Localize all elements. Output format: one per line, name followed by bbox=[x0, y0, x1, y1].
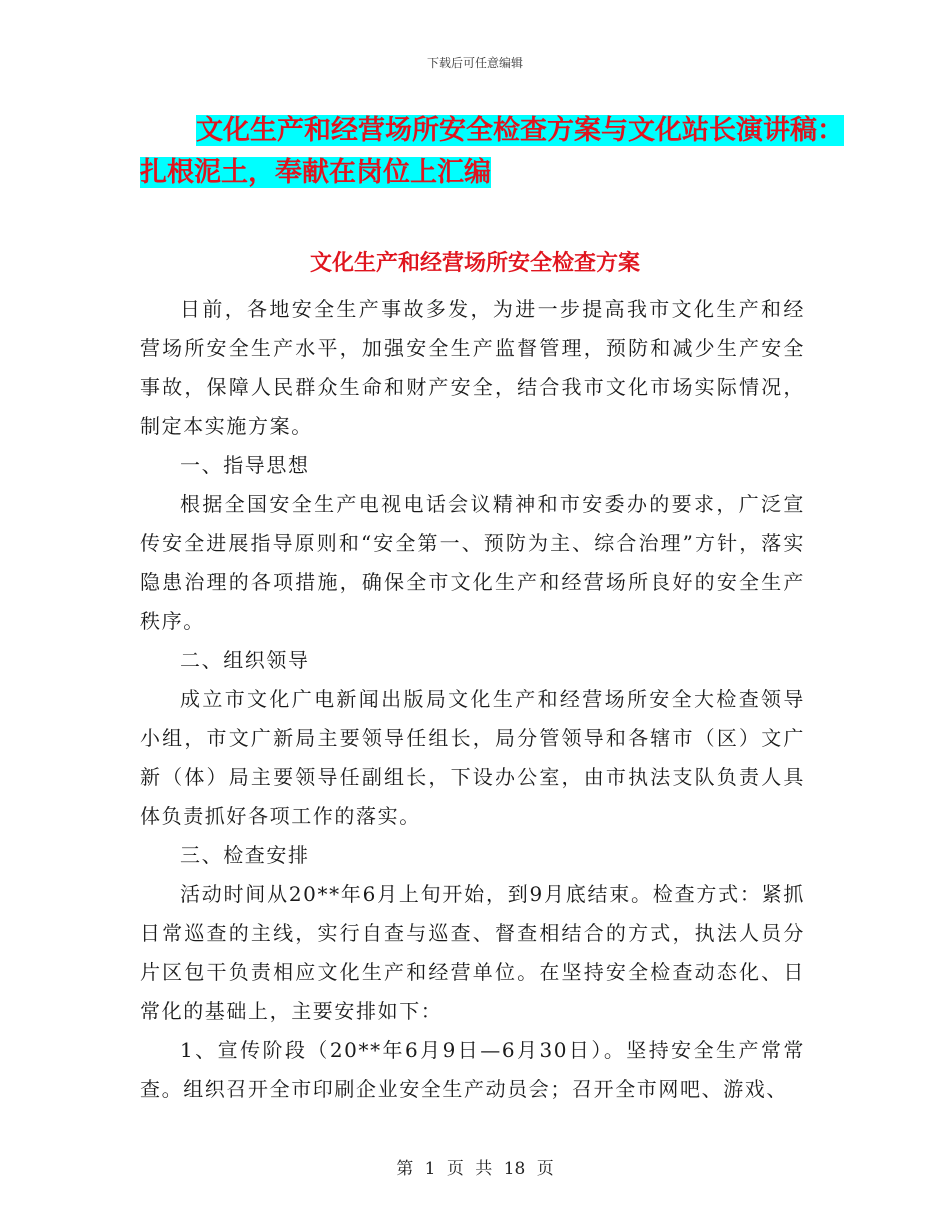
paragraph: 1、宣传阶段（20**年6月9日—6月30日）。坚持安全生产常常查。组织召开全市印刷企业安全生产动员会；召开全市网吧、游戏、 bbox=[140, 1038, 805, 1101]
subheading-inspection-arrangement: 三、检查安排 bbox=[180, 843, 310, 867]
paragraph: 根据全国安全生产电视电话会议精神和市安委办的要求，广泛宣传安全进展指导原则和“安全第一、预防为主、综合治理”方针，落实隐患治理的各项措施，确保全市文化生产和经营场所良好的安全生产秩序。 bbox=[140, 492, 805, 633]
document-title-line-2: 扎根泥土，奉献在岗位上汇编 bbox=[140, 157, 491, 188]
page-header-note: 下载后可任意编辑 bbox=[426, 56, 523, 70]
paragraph: 日前，各地安全生产事故多发，为进一步提高我市文化生产和经营场所安全生产水平，加强安全生产监督管理，预防和减少生产安全事故，保障人民群众生命和财产安全，结合我市文化市场实际情况，制定本实施方案。 bbox=[140, 297, 805, 438]
page-number-footer: 第 1 页 共 18 页 bbox=[396, 1159, 554, 1179]
document-title bbox=[140, 110, 860, 194]
section-heading: 文化生产和经营场所安全检查方案 bbox=[309, 250, 640, 276]
paragraph: 成立市文化广电新闻出版局文化生产和经营场所安全大检查领导小组，市文广新局主要领导任组长，局分管领导和各辖市（区）文广新（体）局主要领导任副组长，下设办公室，由市执法支队负责人具体负责抓好各项工作的落实。 bbox=[140, 687, 805, 828]
subheading-organization: 二、组织领导 bbox=[180, 648, 310, 672]
paragraph: 活动时间从20**年6月上旬开始，到9月底结束。检查方式：紧抓日常巡查的主线，实行自查与巡查、督查相结合的方式，执法人员分片区包干负责相应文化生产和经营单位。在坚持安全检查动态化、日常化的基础上，主要安排如下： bbox=[140, 882, 805, 1023]
document-title-line-1: 文化生产和经营场所安全检查方案与文化站长演讲稿： bbox=[196, 115, 844, 146]
subheading-guiding-ideology: 一、指导思想 bbox=[180, 453, 310, 477]
document-body bbox=[140, 290, 805, 1109]
